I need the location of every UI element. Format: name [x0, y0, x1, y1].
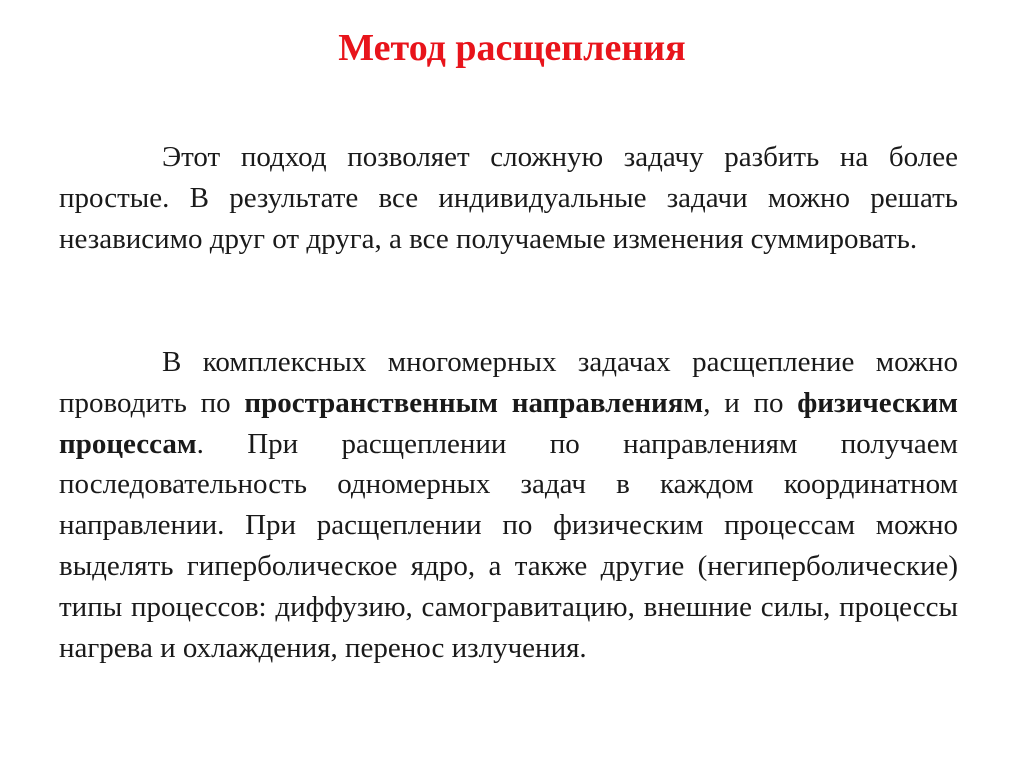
- emphasis-physical-processes: физическим процессам: [59, 386, 958, 460]
- paragraph-splitting-details: [59, 342, 958, 668]
- paragraph-intro: Этот подход позволяет сложную задачу разбить на более простые. В результате все индивидуальные задачи можно решать независимо друг от друга, а все получаемые изменения суммировать.: [59, 141, 958, 255]
- paragraph-text-part3: . При расщеплении по направлениям получаем последовательность одномерных задач в каждом координатном направлении. При расщеплении по физическим процессам можно выделять гиперболическое ядро, а также другие (негиперболические) типы процессов: диффузию, самогравитацию, внешние силы, процессы нагрева и охлаждения, перенос излучения.: [59, 427, 958, 664]
- slide-title: Метод расщепления: [338, 27, 686, 69]
- emphasis-spatial-directions: пространственным направлениям: [244, 386, 704, 419]
- paragraph-text-part2: , и по: [703, 386, 798, 419]
- paragraph-text-part1: В комплексных многомерных задачах расщепление можно проводить по: [59, 346, 958, 419]
